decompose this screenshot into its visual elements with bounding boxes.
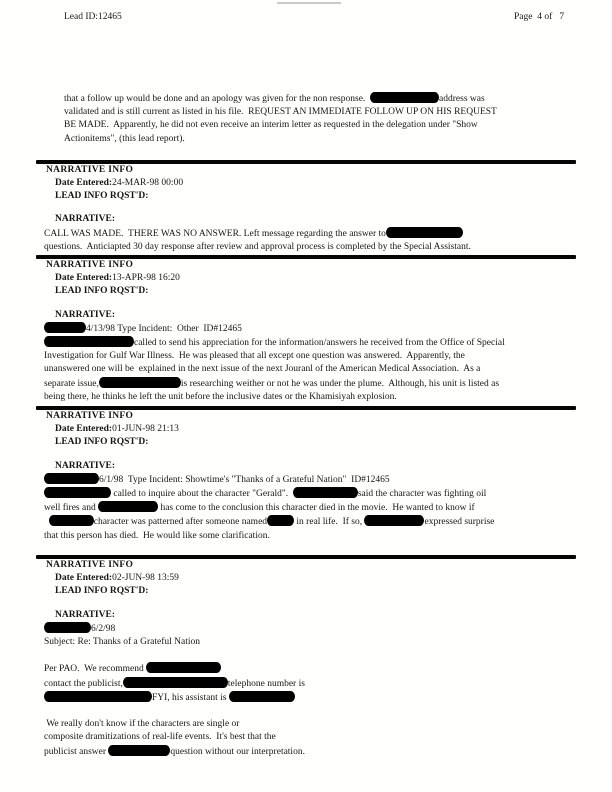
text-run: questions. Anticiapted 30 day response after review and approval process is completed by the Special Assistant. — [44, 241, 471, 252]
redaction — [98, 501, 158, 512]
text-run: called to send his appreciation for the information/answers he received from the Office of Special — [134, 338, 505, 349]
narrative-line — [44, 705, 576, 718]
text-run: FYI, his assistant is — [152, 692, 229, 703]
narrative-section — [36, 555, 576, 759]
narrative-line — [44, 501, 576, 515]
narrative-body — [44, 622, 576, 759]
lead-info-label: LEAD INFO RQST'D: — [55, 437, 149, 448]
narrative-line — [44, 677, 576, 691]
text-run: CALL WAS MADE. THERE WAS NO ANSWER. Left message regarding the answer to — [44, 228, 386, 239]
narrative-line — [44, 227, 576, 241]
narrative-line — [44, 473, 576, 487]
narrative-line — [44, 377, 576, 391]
narrative-sections — [36, 160, 576, 759]
redaction — [44, 473, 99, 484]
narrative-section — [36, 160, 576, 254]
text-run: validated and is still current as listed in his file. REQUEST AN IMMEDIATE FOLLOW UP ON HIS REQUEST — [64, 107, 497, 118]
narrative-line — [44, 649, 576, 662]
text-run: expressed surprise — [424, 517, 495, 528]
text-run: contact the publicist, — [44, 678, 123, 689]
document-content — [36, 92, 576, 759]
text-run: in real life. If so, — [294, 517, 365, 528]
text-run: 4/13/98 Type Incident: Other ID#12465 — [86, 323, 242, 334]
redaction — [108, 745, 170, 756]
date-entered-value: 13-APR-98 16:20 — [112, 273, 180, 284]
intro-paragraph — [64, 92, 576, 146]
narrative-line — [44, 530, 576, 543]
text-run: 6/2/98 — [91, 623, 116, 634]
text-run: character was patterned after someone named — [93, 517, 268, 528]
page-number: Page 4 of 7 — [514, 12, 565, 22]
redaction — [146, 662, 221, 673]
text-run: has come to the conclusion this character died in the movie. He wanted to know if — [158, 503, 475, 514]
text-run: telephone number is — [227, 678, 305, 689]
narrative-line — [44, 391, 576, 404]
redaction — [293, 487, 358, 498]
text-run: publicist answer — [44, 746, 109, 757]
redaction — [267, 515, 294, 526]
narrative-line — [64, 106, 576, 119]
text-run: question without our interpretation. — [170, 746, 305, 757]
text-run: being there, he thinks he left the unit before the inclusive dates or the Khamisiyah explosion. — [44, 391, 397, 402]
narrative-line — [44, 336, 576, 350]
text-run: well fires and — [44, 503, 99, 514]
date-entered-label: Date Entered: — [55, 273, 113, 284]
narrative-line — [44, 731, 576, 744]
redaction — [49, 515, 94, 526]
text-run: that this person has died. He would like some clarification. — [44, 530, 270, 541]
redaction — [364, 515, 424, 526]
narrative-line — [64, 119, 576, 132]
date-entered-row — [55, 177, 576, 190]
date-entered-row — [55, 572, 576, 585]
narrative-label: NARRATIVE: — [55, 460, 115, 471]
narrative-label: NARRATIVE: — [55, 309, 115, 320]
redaction — [44, 322, 86, 333]
text-run: address was — [439, 94, 485, 104]
section-title: NARRATIVE INFO — [46, 260, 134, 271]
narrative-label: NARRATIVE: — [55, 214, 115, 225]
narrative-body — [44, 473, 576, 543]
date-entered-value: 01-JUN-98 21:13 — [112, 424, 179, 435]
text-run: Investigation for Gulf War Illness. He was pleased that all except one question was answered. Apparently, the — [44, 351, 465, 362]
narrative-line — [44, 745, 576, 759]
date-entered-label: Date Entered: — [55, 178, 113, 189]
section-title: NARRATIVE INFO — [46, 164, 134, 175]
text-run: that a follow up would be done and an apology was given for the non response. — [64, 94, 371, 104]
text-run: BE MADE. Apparently, he did not even receive an interim letter as requested in the delegation under "Show — [64, 120, 478, 131]
text-run: is researching weither or not he was under the plume. Although, his unit is listed as — [180, 378, 500, 389]
narrative-label: NARRATIVE: — [55, 609, 115, 620]
redaction — [370, 92, 439, 103]
narrative-line — [44, 718, 576, 731]
lead-info-label: LEAD INFO RQST'D: — [55, 586, 149, 597]
section-title: NARRATIVE INFO — [46, 559, 134, 570]
redaction — [44, 622, 91, 633]
text-run: 6/1/98 Type Incident: Showtime's "Thanks of a Grateful Nation" ID#12465 — [99, 474, 390, 485]
narrative-line — [44, 322, 576, 336]
narrative-line — [44, 515, 576, 529]
redaction — [44, 336, 134, 347]
date-entered-value: 24-MAR-98 00:00 — [112, 178, 184, 189]
text-run: said the character was fighting oil — [357, 489, 487, 500]
scan-artifact-line — [277, 2, 341, 4]
section-title: NARRATIVE INFO — [46, 411, 134, 422]
redaction — [123, 677, 228, 688]
text-run: Per PAO. We recommend — [44, 664, 147, 675]
text-run: Subject: Re: Thanks of a Grateful Nation — [44, 636, 201, 647]
narrative-line — [44, 662, 576, 676]
lead-info-label: LEAD INFO RQST'D: — [55, 286, 149, 297]
narrative-line — [44, 350, 576, 363]
narrative-section — [36, 255, 576, 404]
text-run: called to inquire about the character "Gerald". — [111, 489, 293, 500]
narrative-line — [44, 363, 576, 376]
lead-id-header: Lead ID:12465 — [64, 12, 122, 22]
narrative-line — [44, 636, 576, 649]
narrative-line — [44, 691, 576, 705]
narrative-body — [44, 227, 576, 254]
narrative-line — [64, 92, 576, 106]
date-entered-label: Date Entered: — [55, 424, 113, 435]
redaction — [99, 377, 181, 388]
narrative-line — [44, 622, 576, 636]
narrative-line — [44, 487, 576, 501]
narrative-body — [44, 322, 576, 404]
text-run: composite dramitizations of real-life events. It's best that the — [44, 732, 276, 743]
redaction — [386, 227, 463, 238]
narrative-section — [36, 406, 576, 543]
date-entered-label: Date Entered: — [55, 573, 113, 584]
text-run: Actionitems", (this lead report). — [64, 133, 185, 144]
date-entered-row — [55, 272, 576, 285]
date-entered-row — [55, 423, 576, 436]
redaction — [44, 691, 152, 702]
text-run: unanswered one will be explained in the next issue of the next Jouranl of the American Medical Association. As a — [44, 364, 481, 375]
text-run: We really don't know if the characters are single or — [44, 719, 240, 730]
redaction — [229, 691, 295, 702]
narrative-line — [64, 133, 576, 146]
narrative-line — [44, 241, 576, 254]
text-run: separate issue, — [44, 378, 99, 389]
lead-info-label: LEAD INFO RQST'D: — [55, 191, 149, 202]
date-entered-value: 02-JUN-98 13:59 — [112, 573, 179, 584]
redaction — [44, 487, 111, 498]
